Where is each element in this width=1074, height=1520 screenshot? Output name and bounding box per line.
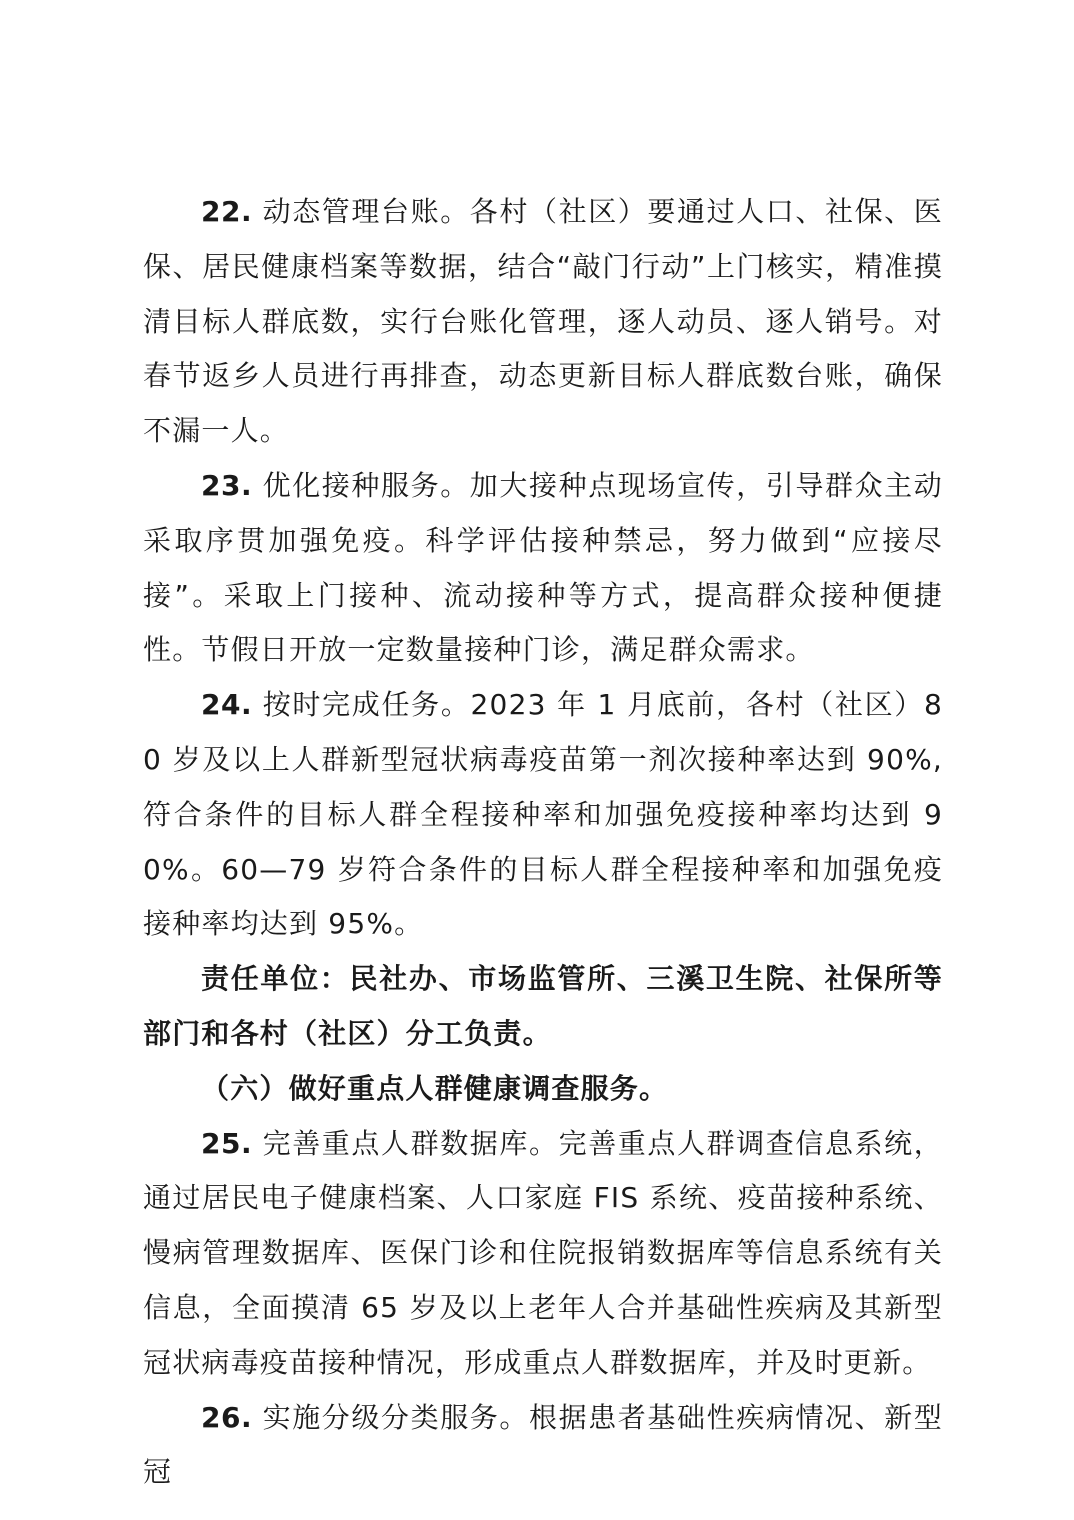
- item-number: 24.: [201, 688, 253, 722]
- paragraph-23: [143, 459, 943, 678]
- item-number: 22.: [201, 195, 253, 228]
- document-body: [143, 185, 943, 1500]
- paragraph-text: 动态管理台账。各村（社区）要通过人口、社保、医保、居民健康档案等数据，结合“敲门行动”上门核实，精准摸清目标人群底数，实行台账化管理，逐人动员、逐人销号。对春节返乡人员进行再排查，动态更新目标人群底数台账，确保不漏一人。: [143, 195, 943, 448]
- paragraph-text: 责任单位：民社办、市场监管所、三溪卫生院、社保所等部门和各村（社区）分工负责。: [143, 962, 943, 1050]
- paragraph-text: 实施分级分类服务。根据患者基础性疾病情况、新型冠: [143, 1400, 943, 1489]
- paragraph-text: 优化接种服务。加大接种点现场宣传，引导群众主动采取序贯加强免疫。科学评估接种禁忌，努力做到“应接尽接”。采取上门接种、流动接种等方式，提高群众接种便捷性。节假日开放一定数量接种门诊，满足群众需求。: [143, 468, 943, 667]
- paragraph-text: 完善重点人群数据库。完善重点人群调查信息系统，通过居民电子健康档案、人口家庭 FIS 系统、疫苗接种系统、慢病管理数据库、医保门诊和住院报销数据库等信息系统有关信息，全面摸清 65 岁及以上老年人合并基础性疾病及其新型冠状病毒疫苗接种情况，形成重点人群数据库，并及时更新。: [143, 1126, 943, 1379]
- paragraph-24: [143, 678, 943, 952]
- responsibility-paragraph: [143, 952, 943, 1062]
- paragraph-22: [143, 185, 943, 459]
- paragraph-25: [143, 1117, 943, 1391]
- item-number: 25.: [201, 1126, 253, 1160]
- paragraph-26: [143, 1391, 943, 1501]
- item-number: 26.: [201, 1400, 253, 1434]
- section-heading-text: （六）做好重点人群健康调查服务。: [201, 1071, 669, 1105]
- section-heading: [143, 1062, 943, 1117]
- item-number: 23.: [201, 468, 253, 502]
- paragraph-text: 按时完成任务。2023 年 1 月底前，各村（社区）80 岁及以上人群新型冠状病毒疫苗第一剂次接种率达到 90%,符合条件的目标人群全程接种率和加强免疫接种率均达到 90%。60—79 岁符合条件的目标人群全程接种率和加强免疫接种率均达到 95%。: [143, 688, 943, 941]
